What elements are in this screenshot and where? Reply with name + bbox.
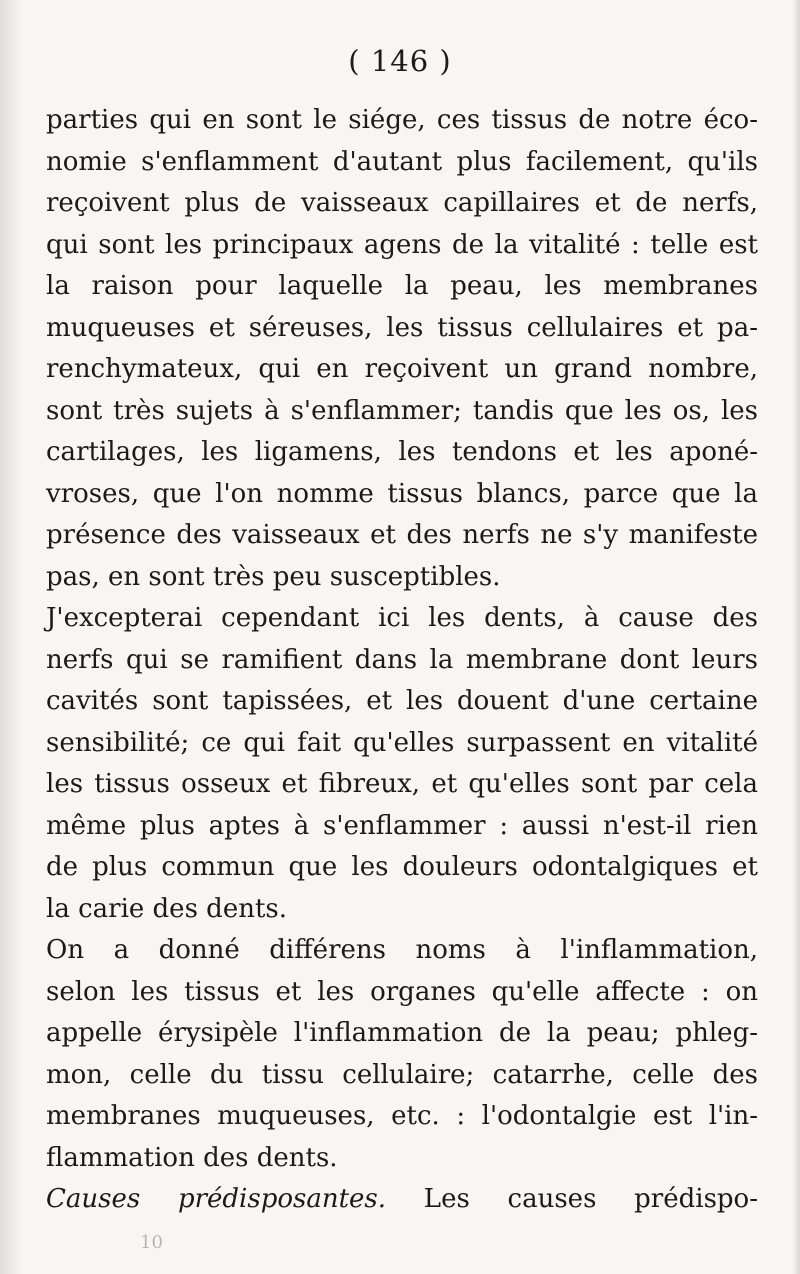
text-line: J'excepterai cependant ici les dents, à cause des: [46, 603, 758, 633]
text-line: sont très sujets à s'enflammer; tandis que les os, les: [46, 395, 758, 426]
body-text: [46, 100, 758, 1221]
section-heading-line: [46, 1179, 758, 1221]
text-line: selon les tissus et les organes qu'elle affecte : on: [46, 976, 758, 1007]
section-heading: Causes prédisposantes.: [46, 1184, 387, 1214]
signature-mark: 10: [140, 1232, 163, 1253]
text-line: renchymateux, qui en reçoivent un grand nombre,: [46, 354, 758, 384]
text-line: membranes muqueuses, etc. : l'odontalgie est l'in-: [46, 1101, 758, 1131]
section-text: Les causes prédispo-: [423, 1184, 758, 1214]
text-line: nerfs qui se ramifient dans la membrane dont leurs: [46, 644, 758, 675]
text-line: de plus commun que les douleurs odontalgiques et: [46, 852, 758, 882]
text-line: qui sont les principaux agens de la vitalité : telle est: [46, 229, 758, 260]
text-line: muqueuses et séreuses, les tissus cellulaires et pa-: [46, 312, 758, 343]
text-line: présence des vaisseaux et des nerfs ne s'y manifeste: [46, 520, 758, 550]
paragraph-end-line: la carie des dents.: [46, 893, 288, 924]
paragraph-end-line: pas, en sont très peu susceptibles.: [46, 561, 501, 592]
text-line: reçoivent plus de vaisseaux capillaires et de nerfs,: [46, 188, 758, 218]
text-line: On a donné différens noms à l'inflammation,: [46, 935, 758, 965]
text-line: appelle érysipèle l'inflammation de la peau; phleg-: [46, 1018, 758, 1048]
text-line: sensibilité; ce qui fait qu'elles surpassent en vitalité: [46, 727, 758, 758]
text-line: vroses, que l'on nomme tissus blancs, parce que la: [46, 478, 758, 509]
paragraph-end-line: flammation des dents.: [46, 1142, 338, 1173]
page-number: ( 146 ): [348, 44, 452, 78]
text-line: cavités sont tapissées, et les douent d'une certaine: [46, 686, 758, 716]
text-line: même plus aptes à s'enflammer : aussi n'est-il rien: [46, 810, 758, 841]
text-line: cartilages, les ligamens, les tendons et les aponé-: [46, 437, 758, 467]
text-line: les tissus osseux et fibreux, et qu'elles sont par cela: [46, 769, 758, 799]
text-line: mon, celle du tissu cellulaire; catarrhe, celle des: [46, 1059, 758, 1090]
text-line: la raison pour laquelle la peau, les membranes: [46, 271, 758, 301]
text-line: parties qui en sont le siége, ces tissus de notre éco-: [46, 105, 758, 135]
text-line: nomie s'enflamment d'autant plus facilement, qu'ils: [46, 146, 758, 177]
